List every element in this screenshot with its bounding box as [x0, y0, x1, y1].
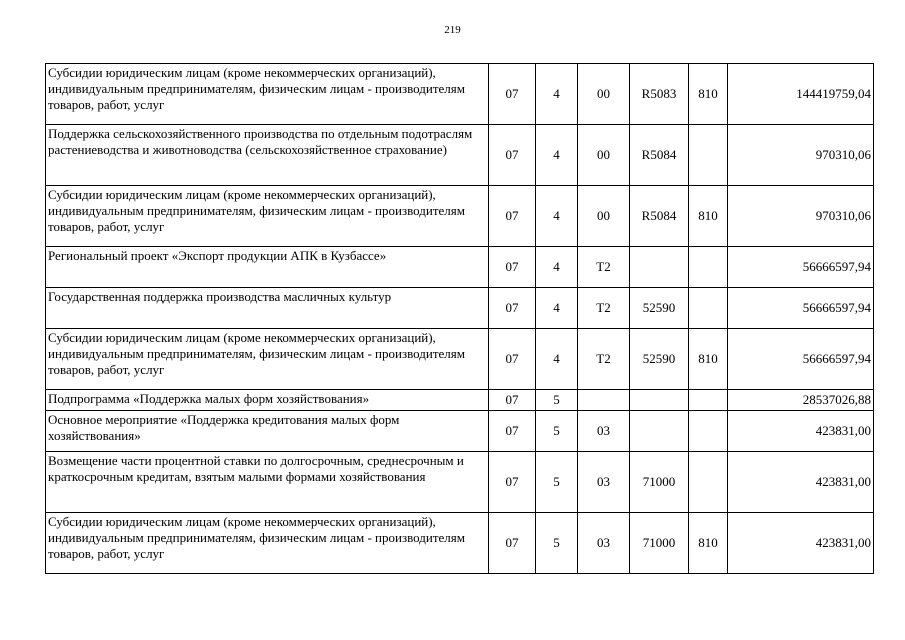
row-expense-type [689, 411, 728, 452]
table-row [46, 329, 874, 390]
row-article: 52590 [630, 288, 689, 329]
row-program: T2 [578, 247, 630, 288]
row-name: Субсидии юридическим лицам (кроме некоммерческих организаций), индивидуальным предпринимателям, физическим лицам - производителям товаров, работ, услуг [46, 513, 489, 574]
row-article: R5084 [630, 186, 689, 247]
row-name: Государственная поддержка производства масличных культур [46, 288, 489, 329]
row-amount: 28537026,88 [728, 390, 874, 411]
row-amount: 970310,06 [728, 125, 874, 186]
row-section: 07 [489, 247, 536, 288]
row-program: 03 [578, 411, 630, 452]
row-article [630, 390, 689, 411]
row-program: 00 [578, 186, 630, 247]
table-row [46, 411, 874, 452]
budget-table [45, 63, 874, 574]
row-program: 00 [578, 125, 630, 186]
row-expense-type: 810 [689, 329, 728, 390]
row-name: Основное мероприятие «Поддержка кредитования малых форм хозяйствования» [46, 411, 489, 452]
table-row [46, 452, 874, 513]
row-article: 52590 [630, 329, 689, 390]
row-expense-type: 810 [689, 186, 728, 247]
row-article: R5084 [630, 125, 689, 186]
row-name: Подпрограмма «Поддержка малых форм хозяйствования» [46, 390, 489, 411]
row-subsection: 4 [536, 64, 578, 125]
row-subsection: 4 [536, 329, 578, 390]
row-section: 07 [489, 452, 536, 513]
row-name: Субсидии юридическим лицам (кроме некоммерческих организаций), индивидуальным предпринимателям, физическим лицам - производителям товаров, работ, услуг [46, 329, 489, 390]
table-row [46, 247, 874, 288]
row-expense-type [689, 247, 728, 288]
row-expense-type: 810 [689, 64, 728, 125]
budget-table-body [46, 64, 874, 574]
row-subsection: 4 [536, 247, 578, 288]
row-section: 07 [489, 513, 536, 574]
row-subsection: 4 [536, 186, 578, 247]
table-row [46, 64, 874, 125]
row-subsection: 5 [536, 390, 578, 411]
row-section: 07 [489, 288, 536, 329]
page-number: 219 [444, 24, 461, 36]
row-amount: 423831,00 [728, 411, 874, 452]
row-subsection: 5 [536, 452, 578, 513]
row-article: R5083 [630, 64, 689, 125]
table-row [46, 390, 874, 411]
table-row [46, 125, 874, 186]
table-row [46, 288, 874, 329]
row-program: T2 [578, 288, 630, 329]
row-subsection: 4 [536, 288, 578, 329]
row-section: 07 [489, 411, 536, 452]
row-amount: 144419759,04 [728, 64, 874, 125]
row-amount: 56666597,94 [728, 247, 874, 288]
row-subsection: 5 [536, 513, 578, 574]
row-section: 07 [489, 186, 536, 247]
row-expense-type [689, 288, 728, 329]
row-article [630, 247, 689, 288]
row-expense-type [689, 125, 728, 186]
row-section: 07 [489, 64, 536, 125]
row-expense-type: 810 [689, 513, 728, 574]
row-subsection: 4 [536, 125, 578, 186]
row-name: Субсидии юридическим лицам (кроме некоммерческих организаций), индивидуальным предпринимателям, физическим лицам - производителям товаров, работ, услуг [46, 186, 489, 247]
row-amount: 423831,00 [728, 513, 874, 574]
row-article [630, 411, 689, 452]
row-subsection: 5 [536, 411, 578, 452]
row-amount: 970310,06 [728, 186, 874, 247]
row-program: 03 [578, 513, 630, 574]
row-amount: 56666597,94 [728, 329, 874, 390]
row-program: 00 [578, 64, 630, 125]
row-name: Возмещение части процентной ставки по долгосрочным, среднесрочным и краткосрочным кредитам, взятым малыми формами хозяйствования [46, 452, 489, 513]
row-name: Региональный проект «Экспорт продукции АПК в Кузбассе» [46, 247, 489, 288]
row-section: 07 [489, 390, 536, 411]
row-expense-type [689, 390, 728, 411]
row-name: Поддержка сельскохозяйственного производства по отдельным подотраслям растениеводства и животноводства (сельскохозяйственное страхование) [46, 125, 489, 186]
row-article: 71000 [630, 513, 689, 574]
row-program [578, 390, 630, 411]
row-program: 03 [578, 452, 630, 513]
table-row [46, 513, 874, 574]
row-amount: 423831,00 [728, 452, 874, 513]
row-name: Субсидии юридическим лицам (кроме некоммерческих организаций), индивидуальным предпринимателям, физическим лицам - производителям товаров, работ, услуг [46, 64, 489, 125]
table-row [46, 186, 874, 247]
row-expense-type [689, 452, 728, 513]
row-section: 07 [489, 125, 536, 186]
row-amount: 56666597,94 [728, 288, 874, 329]
row-section: 07 [489, 329, 536, 390]
row-article: 71000 [630, 452, 689, 513]
row-program: T2 [578, 329, 630, 390]
